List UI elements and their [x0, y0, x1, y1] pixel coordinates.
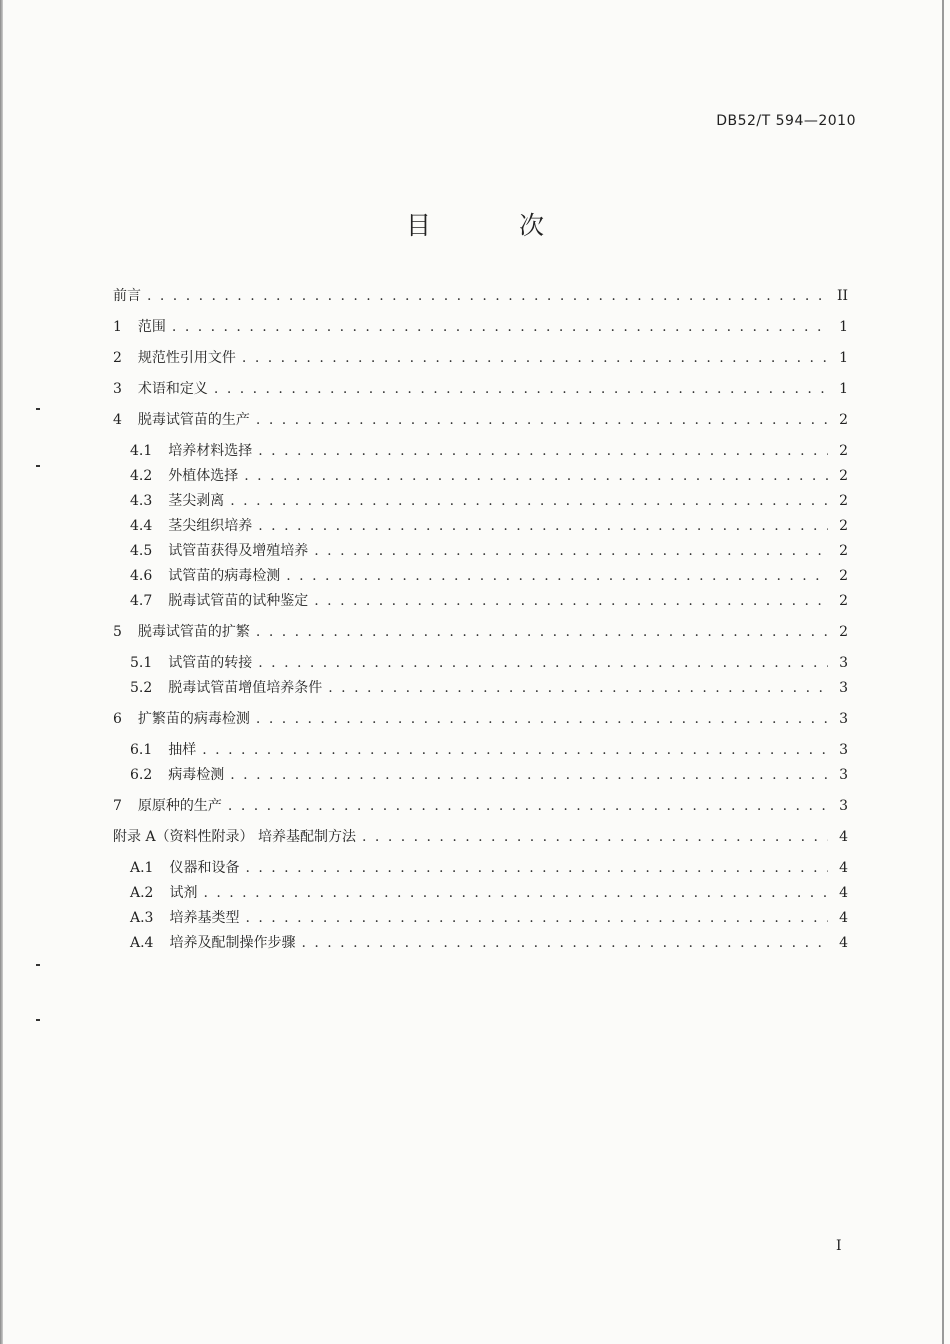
toc-label: 试管苗的病毒检测: [168, 568, 281, 584]
toc-number: 4.4: [130, 518, 153, 534]
toc-label: 培养及配制操作步骤: [169, 935, 296, 951]
toc-page: II: [836, 288, 848, 304]
toc-number: 7: [113, 798, 122, 814]
toc-number: 1: [113, 319, 122, 335]
toc-leader: [256, 408, 828, 433]
toc-entry-4-6[interactable]: [113, 564, 848, 589]
toc-page: 3: [839, 655, 848, 671]
toc-label: 茎尖组织培养: [168, 518, 253, 534]
toc-entry-4-2[interactable]: [113, 464, 848, 489]
toc-label: 仪器和设备: [169, 860, 240, 876]
toc-label: 原原种的生产: [137, 798, 222, 814]
toc-entry-5-1[interactable]: [113, 651, 848, 676]
toc-number: 5: [113, 624, 122, 640]
toc-label: 脱毒试管苗增值培养条件: [168, 680, 323, 696]
toc-page: 3: [839, 798, 848, 814]
toc-entry-4-4[interactable]: [113, 514, 848, 539]
toc-number: 6.2: [130, 767, 153, 783]
toc-entry-4[interactable]: [113, 408, 848, 433]
toc-number: 6.1: [130, 742, 153, 758]
page-number: I: [836, 1238, 842, 1254]
toc-label: 术语和定义: [137, 381, 208, 397]
scan-speck: [36, 465, 40, 467]
toc-leader: [258, 651, 828, 676]
toc-label: 脱毒试管苗的生产: [137, 412, 250, 428]
toc-page: 2: [839, 518, 848, 534]
toc-page: 2: [839, 593, 848, 609]
toc-label: 试管苗的转接: [168, 655, 253, 671]
toc-page: 4: [839, 910, 848, 926]
scan-speck: [36, 408, 40, 410]
toc-label: 脱毒试管苗的试种鉴定: [168, 593, 309, 609]
toc-leader: [172, 315, 828, 340]
toc-page: 2: [839, 543, 848, 559]
toc-number: A.4: [130, 935, 154, 951]
toc-number: 6: [113, 711, 122, 727]
toc-leader: [202, 738, 828, 763]
toc-number: 4: [113, 412, 122, 428]
toc-entry-a-4[interactable]: [113, 931, 848, 956]
toc-label: 规范性引用文件: [137, 350, 236, 366]
toc-number: 4.5: [130, 543, 153, 559]
document-code: DB52/T 594—2010: [716, 113, 856, 129]
toc-entry-2[interactable]: [113, 346, 848, 371]
toc-page: 4: [839, 829, 848, 845]
toc-label: 外植体选择: [168, 468, 239, 484]
toc-label: 附录 A（资料性附录） 培养基配制方法: [113, 829, 357, 845]
toc-leader: [328, 676, 828, 701]
toc-entry-4-1[interactable]: [113, 439, 848, 464]
toc-page: 3: [839, 742, 848, 758]
toc-number: 4.7: [130, 593, 153, 609]
toc-number: 3: [113, 381, 122, 397]
toc-number: 4.6: [130, 568, 153, 584]
toc-label: 脱毒试管苗的扩繁: [137, 624, 250, 640]
toc-entry-4-3[interactable]: [113, 489, 848, 514]
toc-leader: [314, 589, 828, 614]
page-title: 目 次: [406, 211, 584, 240]
toc-entry-6[interactable]: [113, 707, 848, 732]
toc-page: 1: [839, 381, 848, 397]
toc-page: 3: [839, 680, 848, 696]
toc-page: 2: [839, 468, 848, 484]
toc-leader: [203, 881, 828, 906]
toc-entry-5[interactable]: [113, 620, 848, 645]
scan-speck: [36, 1019, 40, 1021]
table-of-contents: [113, 284, 848, 956]
toc-page: 1: [839, 319, 848, 335]
toc-label: 试剂: [169, 885, 198, 901]
toc-label: 培养材料选择: [168, 443, 253, 459]
toc-entry-foreword[interactable]: [113, 284, 848, 309]
toc-leader: [362, 825, 828, 850]
toc-leader: [214, 377, 828, 402]
toc-label: 茎尖剥离: [168, 493, 225, 509]
toc-leader: [230, 763, 828, 788]
toc-number: 5.2: [130, 680, 153, 696]
toc-leader: [230, 489, 828, 514]
toc-leader: [228, 794, 828, 819]
toc-page: 3: [839, 711, 848, 727]
toc-leader: [242, 346, 828, 371]
toc-entry-7[interactable]: [113, 794, 848, 819]
toc-label: 培养基类型: [169, 910, 240, 926]
toc-entry-1[interactable]: [113, 315, 848, 340]
toc-leader: [286, 564, 828, 589]
toc-number: 2: [113, 350, 122, 366]
toc-label: 范围: [137, 319, 166, 335]
toc-entry-a-3[interactable]: [113, 906, 848, 931]
toc-entry-4-5[interactable]: [113, 539, 848, 564]
toc-leader: [256, 707, 828, 732]
toc-page: 2: [839, 412, 848, 428]
toc-entry-a-1[interactable]: [113, 856, 848, 881]
toc-label: 病毒检测: [168, 767, 225, 783]
toc-entry-3[interactable]: [113, 377, 848, 402]
toc-page: 4: [839, 860, 848, 876]
toc-page: 4: [839, 935, 848, 951]
toc-page: 1: [839, 350, 848, 366]
toc-number: 4.1: [130, 443, 153, 459]
scan-edge-left: [0, 0, 3, 1344]
toc-entry-a-2[interactable]: [113, 881, 848, 906]
toc-leader: [245, 906, 828, 931]
toc-leader: [256, 620, 828, 645]
toc-page: 2: [839, 493, 848, 509]
scan-speck: [36, 964, 40, 966]
toc-leader: [301, 931, 828, 956]
toc-label: 扩繁苗的病毒检测: [137, 711, 250, 727]
toc-number: 4.2: [130, 468, 153, 484]
toc-page: 4: [839, 885, 848, 901]
toc-leader: [244, 464, 828, 489]
toc-leader: [258, 514, 828, 539]
toc-entry-appendix-a[interactable]: [113, 825, 848, 850]
scan-edge-right: [942, 0, 944, 1344]
toc-leader: [314, 539, 828, 564]
toc-entry-6-1[interactable]: [113, 738, 848, 763]
toc-entry-4-7[interactable]: [113, 589, 848, 614]
toc-label: 抽样: [168, 742, 197, 758]
toc-number: 4.3: [130, 493, 153, 509]
toc-label: 前言: [113, 288, 141, 304]
toc-number: A.2: [130, 885, 154, 901]
toc-number: 5.1: [130, 655, 153, 671]
toc-number: A.1: [130, 860, 154, 876]
toc-page: 2: [839, 443, 848, 459]
toc-page: 3: [839, 767, 848, 783]
toc-page: 2: [839, 624, 848, 640]
toc-entry-5-2[interactable]: [113, 676, 848, 701]
toc-leader: [245, 856, 828, 881]
toc-leader: [147, 284, 828, 309]
toc-page: 2: [839, 568, 848, 584]
toc-entry-6-2[interactable]: [113, 763, 848, 788]
toc-leader: [258, 439, 828, 464]
toc-label: 试管苗获得及增殖培养: [168, 543, 309, 559]
toc-number: A.3: [130, 910, 154, 926]
